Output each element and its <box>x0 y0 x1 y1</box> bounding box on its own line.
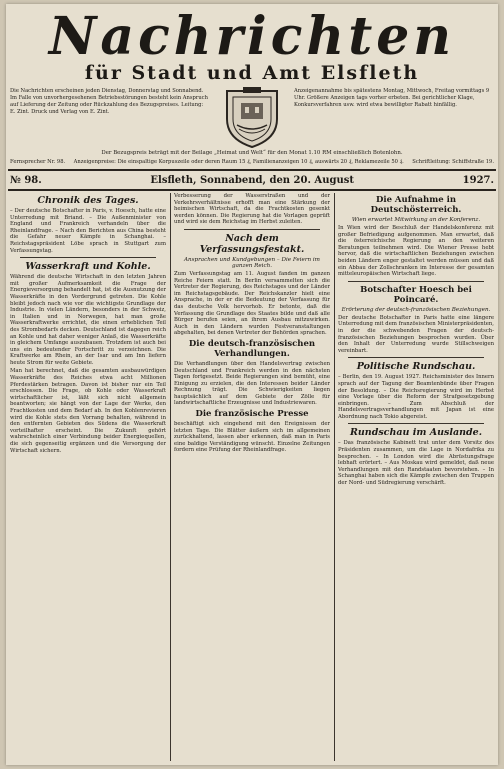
article-subheading: Erörterung der deutsch-französischen Beziehungen. <box>341 306 491 313</box>
rule <box>8 189 496 191</box>
rule <box>348 357 484 358</box>
coat-of-arms-icon <box>223 85 281 149</box>
rule <box>20 257 156 258</box>
article-text: – Der deutsche Botschafter in Paris, v. Hoesch, hatte eine Unterredung mit Briand. – Die Außenminister von England und Frankreich verhandeln über die Rheinlandfrage. – Nach den Berichten aus China besteht die Gefahr neuer Kämpfe in Schanghai. – Reichstagspräsident Löbe sprach in Stuttgart zum Verfassungstag. <box>10 208 166 254</box>
column-divider <box>334 193 335 761</box>
info-line <box>10 159 494 165</box>
newspaper-page <box>6 4 498 765</box>
article-text: Die Verhandlungen über den Handelsvertrag zwischen Deutschland und Frankreich werden in den nächsten Tagen fortgesetzt. Beide Regierungen sind bemüht, eine Einigung zu erzielen, die den Interessen beider Länder Rechnung trägt. Die Schwierigkeiten liegen hauptsächlich auf dem Gebiete der Zölle für landwirtschaftliche Erzeugnisse und Industriewaren. <box>174 360 330 407</box>
article-text: – Das französische Kabinett trat unter dem Vorsitz des Präsidenten zusammen, um die Lage in Nordafrika zu besprechen. – In London wird die Abrüstungsfrage lebhaft erörtert. – Aus Moskau wird gemeldet, daß neue Verhandlungen mit den Randstaaten bevorstehen. – In Schanghai haben sich die Kämpfe zwischen den Truppen der Nord- und Südregierung verschärft. <box>338 440 494 487</box>
article-heading: Die Aufnahme in Deutschösterreich. <box>370 195 462 215</box>
phone-number: Fernsprecher Nr. 98. <box>10 159 66 165</box>
newspaper-subtitle: für Stadt und Amt Elsfleth <box>84 62 420 84</box>
article-subheading: Wien erwartet Mitwirkung an der Konferenz. <box>351 217 481 223</box>
article-text: Der deutsche Botschafter in Paris hatte eine längere Unterredung mit dem französischen Ministerpräsidenten, in der die schwebenden Fragen der deutsch-französischen Beziehungen besprochen wurden. Über den Inhalt der Unterredung wurde Stillschweigen vereinbart. <box>338 314 494 354</box>
article-text: – Berlin, den 19. August 1927. Reichsminister des Innern sprach auf der Tagung der Beamtenbünde über Fragen der Besoldung. – Die Reichsregierung wird im Herbst eine Vorlage über die Reform der Strafgesetzgebung einbringen. – Zum Abschluß der Handelsvertragsverhandlungen mit Japan ist eine Abordnung nach Tokio abgereist. <box>338 374 494 420</box>
article-heading: Chronik des Tages. <box>37 195 139 206</box>
article-text: Man hat berechnet, daß die gesamten ausbauwürdigen Wasserkräfte des Reiches etwa acht Millionen Pferdestärken betragen. Davon ist bisher nur ein Teil erschlossen. Die Frage, ob Kohle oder Wasserkraft wirtschaftlicher ist, läßt sich nicht allgemein beantworten; sie hängt von der Lage der Werke, den Frachtkosten und dem Bedarf ab. In den Kohlenrevieren wird die Kohle stets den Vorrang behalten, während in den entfernten Gebieten des Südens die Wasserkraft vorteilhafter erscheint. Die Zukunft gehört wahrscheinlich einer Verbindung beider Energiequellen, die sich gegenseitig ergänzen und die Versorgung der Wirtschaft sichern. <box>10 368 166 454</box>
rule <box>348 281 484 282</box>
article-text: Zum Verfassungstag am 11. August fanden im ganzen Reiche Feiern statt. In Berlin versammelten sich die Vertreter der Regierung, des Reichstages und der Länder im Reichstagsgebäude. Der Reichskanzler hielt eine Ansprache, in der er die Bedeutung der Verfassung für das deutsche Volk hervorhob. Er betonte, daß die Verfassung die Grundlage des Staates bilde und daß alle Bürger berufen seien, an ihrem Ausbau mitzuwirken. Auch in den Ländern wurden Festveranstaltungen abgehalten, bei denen Vertreter der Behörden sprachen. <box>174 270 330 337</box>
year: 1927. <box>462 174 494 186</box>
column-1 <box>10 193 166 761</box>
article-text: Während die deutsche Wirtschaft in den letzten Jahren mit großer Aufmerksamkeit die Frage der Energieversorgung behandelt hat, ist die Ausnutzung der Wasserkräfte in den Vordergrund getreten. Die Kohle bleibt jedoch nach wie vor die wichtigste Grundlage der Industrie. In vielen Ländern, besonders in der Schweiz, in Italien und in Norwegen, hat man große Wasserkraftwerke errichtet, die einen erheblichen Teil des Strombedarfs decken. Deutschland ist dagegen reich an Kohle und hat daher weniger Anlaß, die Wasserkräfte in gleichem Umfange auszubauen. Trotzdem ist auch bei uns ein bedeutender Fortschritt zu verzeichnen. Die Kraftwerke am Rhein, an der Isar und am Inn liefern heute Strom für weite Gebiete. <box>10 274 166 366</box>
article-subheading: Ansprachen und Kundgebungen – Die Feiern im ganzen Reich. <box>184 256 320 269</box>
article-heading: Die deutsch-französischen Verhandlungen. <box>188 338 316 359</box>
dateline <box>10 172 494 188</box>
ad-prices: Anzeigenpreise: Die einspaltige Korpuszeile oder deren Raum 15 ₰, Familienanzeigen 10 ₰, auswärts 20 ₰, Reklamezeile 50 ₰. <box>73 159 404 165</box>
article-text: In Wien wird der Beschluß der Handelskonferenz mit großer Befriedigung aufgenommen. Man erwartet, daß die österreichische Regierung an den weiteren Beratungen teilnehmen wird. Die Wiener Presse hebt hervor, daß die wirtschaftlichen Beziehungen zwischen beiden Ländern enger gestaltet werden müssen und daß ein Abbau der Zollschranken im Interesse der gesamten mitteleuropäischen Wirtschaft liege. <box>338 225 494 278</box>
column-2 <box>174 193 330 761</box>
editorial-address: Schriftleitung: Schiffstraße 19. <box>412 159 494 165</box>
issue-number: № 98. <box>10 174 42 186</box>
rule <box>348 423 484 424</box>
subscription-line: Der Bezugspreis beträgt mit der Beilage „Heimat und Welt“ für den Monat 1.10 RM einschließlich Botenlohn. <box>101 150 403 156</box>
article-text: Verbesserung der Wasserstraßen und der Verkehrsverhältnisse erhofft man eine Stärkung der heimischen Wirtschaft, da die Frachtkosten gesenkt werden können. Die Regierung hat die Vorlagen geprüft und wird sie dem Reichstag im Herbst zuleiten. <box>174 193 330 226</box>
article-heading: Rundschau im Auslande. <box>349 427 483 439</box>
rule <box>184 229 320 230</box>
rule <box>8 169 496 171</box>
publication-notice: Die Nachrichten erscheinen jeden Dienstag, Donnerstag und Sonnabend. Im Falle von unvorhergesehenen Betriebsstörungen besteht kein Anspruch auf Lieferung der Zeitung oder Rückzahlung des Bezugspreises. Leitung: E. Zint. Druck und Verlag von E. Zint. <box>10 88 208 115</box>
article-heading: Botschafter Hoesch bei Poincaré. <box>360 284 472 305</box>
article-heading: Nach dem Verfassungsfestakt. <box>199 232 305 255</box>
article-text: beschäftigt sich eingehend mit den Ereignissen der letzten Tage. Die Blätter äußern sich im allgemeinen zurückhaltend, lassen aber erkennen, daß man in Paris eine baldige Verständigung wünscht. Einzelne Zeitungen fordern eine Prüfung der Rheinlandfrage. <box>174 421 330 454</box>
column-divider <box>170 193 171 761</box>
ad-notice: Anzeigenannahme bis spätestens Montag, Mittwoch, Freitag vormittags 9 Uhr. Größere Anzeigen tags vorher erbeten. Bei gerichtlicher Klage, Konkursverfahren usw. wird etwa bewilligter Rabatt hinfällig. <box>294 88 490 108</box>
place-date: Elsfleth, Sonnabend, den 20. August <box>150 174 354 186</box>
newspaper-title: Nachrichten <box>48 6 456 67</box>
article-heading: Wasserkraft und Kohle. <box>25 261 151 273</box>
article-heading: Die französische Presse <box>195 409 309 420</box>
article-heading: Politische Rundschau. <box>356 361 476 373</box>
column-3 <box>338 193 494 761</box>
